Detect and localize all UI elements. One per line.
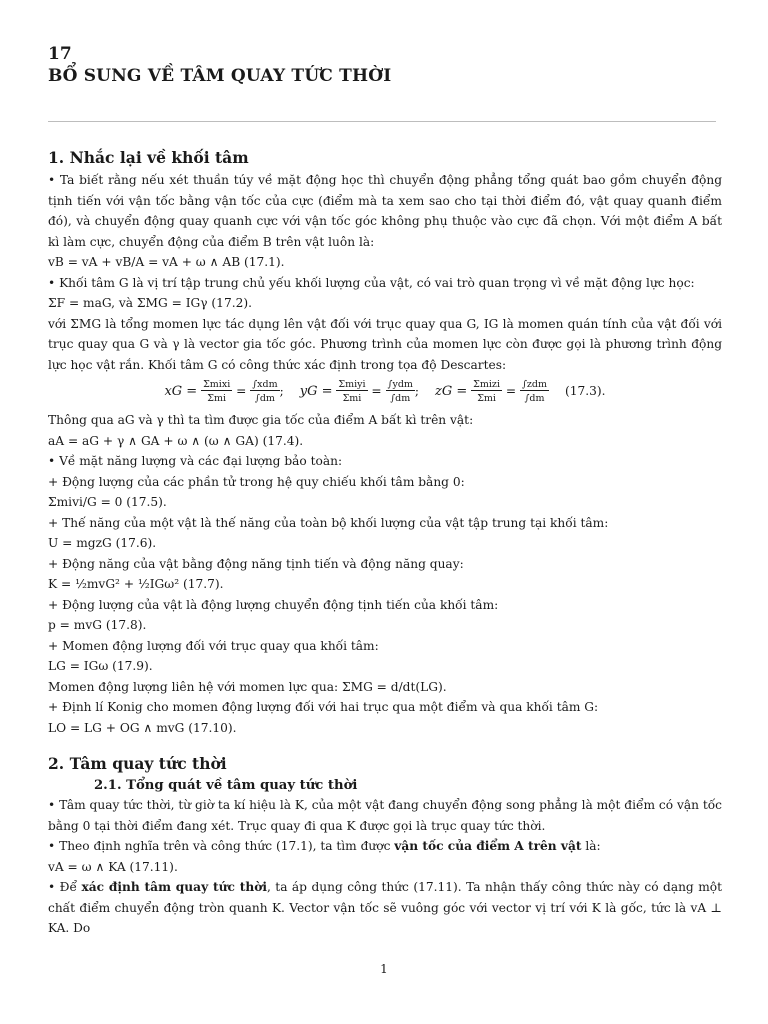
equation-17-1: vB = vA + vB/A = vA + ω ∧ AB (17.1). bbox=[48, 255, 285, 269]
equation-17-4: aA = aG + γ ∧ GA + ω ∧ (ω ∧ GA) (17.4). bbox=[48, 433, 304, 448]
paragraph: + Động lượng của các phần tử trong hệ quy chiếu khối tâm bằng 0: bbox=[48, 474, 465, 489]
equation-17-7: K = ½mvG² + ½IGω² (17.7). bbox=[48, 577, 224, 591]
page-number: 1 bbox=[380, 962, 388, 976]
header-divider bbox=[48, 121, 716, 122]
paragraph: + Thế năng của một vật là thế năng của toàn bộ khối lượng của vật tập trung tại khối tâm: bbox=[48, 515, 609, 530]
equation-17-10: LO = LG + OG ∧ mvG (17.10). bbox=[48, 720, 237, 735]
paragraph: + Động năng của vật bằng động năng tịnh tiến và động năng quay: bbox=[48, 556, 464, 571]
paragraph: + Động lượng của vật là động lượng chuyển động tịnh tiến của khối tâm: bbox=[48, 597, 499, 612]
zg-formula: zG = $\frac{\text{Σmizi}}{\text{Σmi}}$ = $\frac{\text{∫zdm}}{\int dm}$ bbox=[435, 379, 547, 404]
paragraph: Thông qua aG và γ thì ta tìm được gia tốc của điểm A bất kì trên vật: bbox=[48, 413, 474, 427]
equation-17-3 bbox=[48, 379, 722, 404]
section-heading-1: 1. Nhắc lại về khối tâm bbox=[48, 148, 249, 167]
equation-17-2: ΣF = maG, và ΣMG = IGγ (17.2). bbox=[48, 296, 252, 310]
equation-17-6: U = mgzG (17.6). bbox=[48, 536, 157, 550]
yg-formula: yG = $\frac{\text{Σmiyi}}{\text{Σmi}}$ = $\frac{\text{∫ydm}}{\int dm}$ ; bbox=[299, 379, 420, 404]
section-heading-2: 2. Tâm quay tức thời bbox=[48, 754, 227, 773]
page-body bbox=[48, 146, 722, 939]
equation-label: (17.3). bbox=[565, 384, 606, 399]
paragraph: • Theo định nghĩa trên và công thức (17.1), ta tìm được vận tốc của điểm A trên vật là: bbox=[48, 839, 601, 853]
paragraph: với ΣMG là tổng momen lực tác dụng lên vật đối với trục quay qua G, IG là momen quán tính của vật đối với trục quay qua G và γ là vector gia tốc góc. Phương trình của momen lực còn được gọi là phương trình động lực học vật rắn. Khối tâm G có công thức xác định trong tọa độ Descartes: bbox=[48, 316, 722, 372]
paragraph: + Momen động lượng đối với trục quay qua khối tâm: bbox=[48, 638, 379, 653]
equation-17-11: vA = ω ∧ KA (17.11). bbox=[48, 859, 178, 874]
chapter-number: 17 bbox=[48, 44, 72, 64]
paragraph: + Định lí Konig cho momen động lượng đối với hai trục qua một điểm và qua khối tâm G: bbox=[48, 700, 599, 714]
chapter-title: BỔ SUNG VỀ TÂM QUAY TỨC THỜI bbox=[48, 66, 392, 86]
equation-17-8: p = mvG (17.8). bbox=[48, 618, 147, 632]
equation-17-5: Σmivi/G = 0 (17.5). bbox=[48, 495, 167, 509]
paragraph: • Tâm quay tức thời, từ giờ ta kí hiệu là K, của một vật đang chuyển động song phẳng là một điểm có vận tốc bằng 0 tại thời điểm đang xét. Trục quay đi qua K được gọi là trục quay tức thời. bbox=[48, 798, 722, 833]
paragraph: • Để xác định tâm quay tức thời, ta áp dụng công thức (17.11). Ta nhận thấy công thức này có dạng một chất điểm chuyển động tròn quanh K. Vector vận tốc sẽ vuông góc với vector vị trí với K là gốc, tức là vA ⊥ KA. Do bbox=[48, 880, 722, 935]
xg-formula: xG = $\frac{\text{Σmixi}}{\text{Σmi}}$ = $\frac{\text{∫xdm}}{\int dm}$ ; bbox=[164, 379, 284, 404]
equation-17-9: LG = IGω (17.9). bbox=[48, 659, 153, 673]
paragraph: • Khối tâm G là vị trí tập trung chủ yếu khối lượng của vật, có vai trò quan trọng vì về mặt động lực học: bbox=[48, 275, 695, 290]
paragraph: • Về mặt năng lượng và các đại lượng bảo toàn: bbox=[48, 454, 343, 468]
subsection-heading-2-1: 2.1. Tổng quát về tâm quay tức thời bbox=[94, 778, 358, 793]
paragraph: • Ta biết rằng nếu xét thuần túy về mặt động học thì chuyển động phẳng tổng quát bao gồm chuyển động tịnh tiến với vận tốc bằng vận tốc của cực (điểm mà ta xem sao cho tại thời điểm đó, vật quay quanh điểm đó), và chuyển động quay quanh cực với vận tốc góc không phụ thuộc vào cực đã chọn. Với một điểm A bất kì làm cực, chuyển động của điểm B trên vật luôn là: bbox=[48, 173, 722, 249]
paragraph: Momen động lượng liên hệ với momen lực qua: ΣMG = d/dt(LG). bbox=[48, 679, 447, 694]
